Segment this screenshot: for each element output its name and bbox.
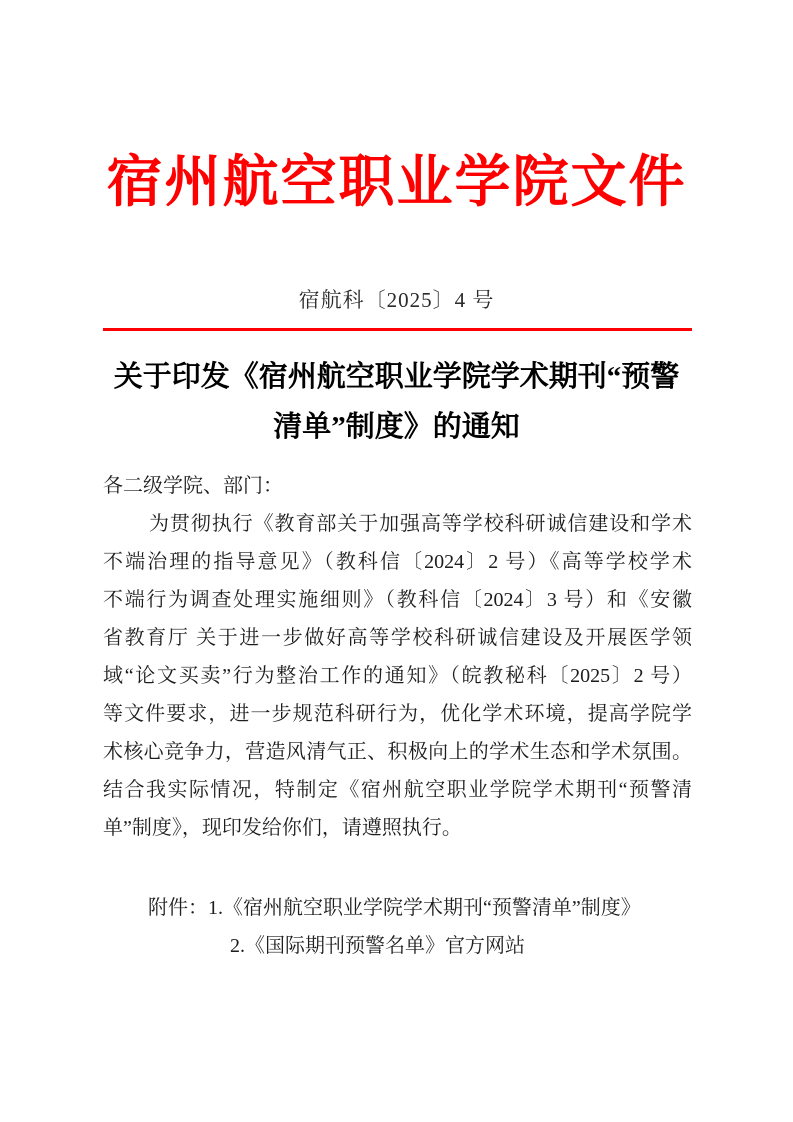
body-line: 为贯彻执行《教育部关于加强高等学校科研诚信建设和学术 bbox=[149, 513, 692, 535]
attachment-item bbox=[103, 889, 723, 927]
body-line: 单”制度》，现印发给你们，请遵照执行。 bbox=[103, 817, 462, 839]
body-line: 术核心竞争力，营造风清气正、积极向上的学术生态和学术氛围。 bbox=[103, 741, 692, 763]
document-title bbox=[0, 352, 793, 452]
attachments-label: 附件： bbox=[148, 897, 208, 919]
document-body bbox=[103, 467, 692, 847]
attachment-item: 2.《国际期刊预警名单》官方网站 bbox=[230, 935, 525, 957]
salutation-line: 各二级学院、部门： bbox=[103, 475, 283, 497]
header-divider-line bbox=[103, 328, 692, 331]
document-header-title: 宿州航空职业学院文件 bbox=[106, 152, 687, 214]
document-title-line1: 关于印发《宿州航空职业学院学术期刊“预警 bbox=[113, 361, 680, 393]
body-line: 域“论文买卖”行为整治工作的通知》（皖教秘科〔2025〕2 号） bbox=[103, 665, 692, 687]
attachments-block bbox=[103, 889, 723, 965]
body-line: 不端行为调查处理实施细则》（教科信〔2024〕3 号）和《安徽 bbox=[103, 589, 692, 611]
body-line: 省教育厅 关于进一步做好高等学校科研诚信建设及开展医学领 bbox=[103, 627, 692, 649]
attachment-item-text: 1.《宿州航空职业学院学术期刊“预警清单”制度》 bbox=[208, 897, 641, 919]
document-title-line2: 清单”制度》的通知 bbox=[273, 411, 520, 443]
body-line: 结合我实际情况，特制定《宿州航空职业学院学术期刊“预警清 bbox=[103, 779, 692, 801]
body-line: 不端治理的指导意见》（教科信〔2024〕2 号）《高等学校学术 bbox=[103, 551, 692, 573]
body-line: 等文件要求，进一步规范科研行为，优化学术环境，提高学院学 bbox=[103, 703, 692, 725]
document-number: 宿航科〔2025〕4 号 bbox=[298, 288, 495, 312]
